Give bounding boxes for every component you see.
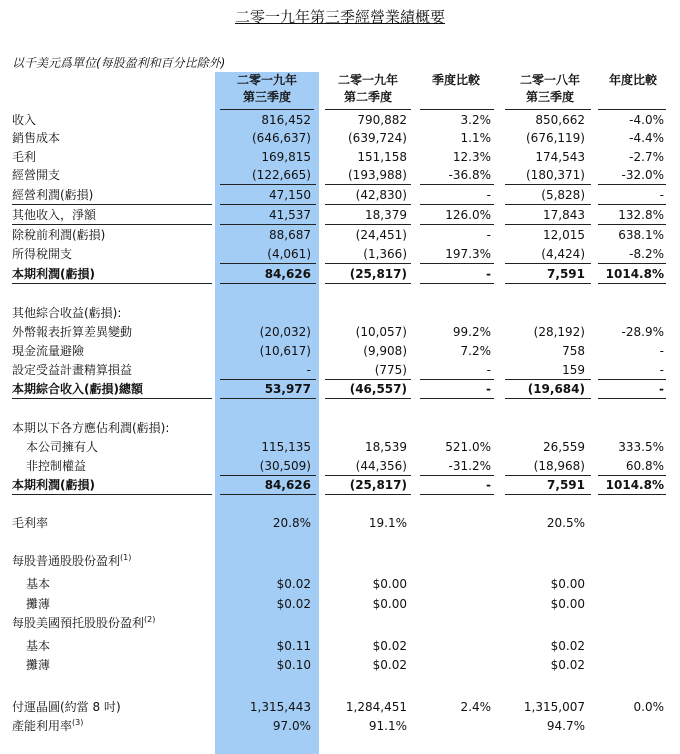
header-qoq: 季度比較 bbox=[431, 73, 480, 87]
row-label: 攤薄 bbox=[26, 597, 51, 611]
row-label: 基本 bbox=[26, 639, 51, 653]
table-cell: $0.11 bbox=[276, 639, 311, 653]
row-rule bbox=[325, 398, 411, 399]
footnote-marker: (2) bbox=[144, 615, 156, 624]
row-rule bbox=[12, 283, 212, 284]
table-cell: 521.0% bbox=[445, 440, 491, 454]
header-2019-q3: 二零一九年 第三季度 bbox=[236, 73, 297, 104]
table-cell: $0.02 bbox=[276, 577, 311, 591]
table-cell: 53,977 bbox=[264, 382, 311, 396]
table-row bbox=[0, 129, 680, 147]
row-label: 本期利潤(虧損) bbox=[12, 267, 95, 281]
row-label: 經營利潤(虧損) bbox=[12, 188, 94, 202]
row-rule bbox=[420, 398, 494, 399]
row-rule bbox=[325, 379, 411, 380]
row-rule bbox=[505, 184, 591, 185]
table-cell: 151,158 bbox=[357, 150, 407, 164]
table-cell: 19.1% bbox=[368, 516, 407, 530]
row-label: 攤薄 bbox=[26, 658, 51, 672]
row-rule bbox=[505, 494, 591, 495]
table-cell: - bbox=[486, 228, 491, 242]
table-row bbox=[0, 637, 680, 655]
row-label: 毛利 bbox=[12, 150, 37, 164]
table-cell: 816,452 bbox=[261, 113, 311, 127]
table-cell: 2.4% bbox=[460, 700, 491, 714]
row-label: 基本 bbox=[26, 577, 51, 591]
row-label: 設定受益計畫精算損益 bbox=[12, 363, 133, 377]
table-cell: - bbox=[486, 363, 491, 377]
row-label: 非控制權益 bbox=[26, 459, 87, 473]
row-label: 毛利率 bbox=[12, 516, 49, 530]
table-cell: - bbox=[659, 344, 664, 358]
table-cell: (10,617) bbox=[259, 344, 311, 358]
row-label: 本期綜合收入(虧損)總額 bbox=[12, 382, 143, 396]
row-rule bbox=[505, 224, 591, 225]
table-cell: 1,284,451 bbox=[345, 700, 407, 714]
row-label: 本公司擁有人 bbox=[26, 440, 99, 454]
table-cell: 169,815 bbox=[261, 150, 311, 164]
table-cell: - bbox=[659, 188, 664, 202]
table-cell: (9,908) bbox=[363, 344, 407, 358]
header-underline bbox=[325, 109, 411, 110]
table-row bbox=[0, 206, 680, 224]
row-rule bbox=[325, 184, 411, 185]
row-rule bbox=[12, 204, 212, 205]
table-cell: 18,379 bbox=[365, 208, 407, 222]
row-label: 付運晶圓(約當 8 吋) bbox=[12, 700, 121, 714]
table-cell: 758 bbox=[562, 344, 585, 358]
table-cell: 18,539 bbox=[365, 440, 407, 454]
table-row bbox=[0, 323, 680, 341]
table-cell: (4,061) bbox=[267, 247, 311, 261]
table-cell: 1014.8% bbox=[605, 267, 664, 281]
row-rule bbox=[505, 398, 591, 399]
row-rule bbox=[598, 204, 666, 205]
row-label: 其他綜合收益(虧損): bbox=[12, 306, 122, 320]
table-cell: 12.3% bbox=[452, 150, 491, 164]
table-row bbox=[0, 361, 680, 379]
table-cell: $0.02 bbox=[372, 639, 407, 653]
table-row bbox=[0, 419, 680, 437]
row-rule bbox=[12, 398, 212, 399]
row-rule bbox=[598, 224, 666, 225]
header-underline bbox=[420, 109, 494, 110]
table-cell: 1014.8% bbox=[605, 478, 664, 492]
table-cell: 638.1% bbox=[618, 228, 664, 242]
row-rule bbox=[505, 263, 591, 264]
table-cell: - bbox=[486, 478, 491, 492]
table-row bbox=[0, 226, 680, 244]
table-cell: 41,537 bbox=[269, 208, 311, 222]
table-cell: $0.00 bbox=[550, 577, 585, 591]
table-row bbox=[0, 457, 680, 475]
table-cell: 0.0% bbox=[633, 700, 664, 714]
table-row bbox=[0, 552, 680, 570]
table-cell: (25,817) bbox=[349, 267, 407, 281]
table-cell: 3.2% bbox=[460, 113, 491, 127]
table-cell: - bbox=[486, 382, 491, 396]
row-rule bbox=[12, 224, 212, 225]
table-cell: -4.4% bbox=[629, 131, 664, 145]
table-cell: 94.7% bbox=[546, 719, 585, 733]
table-row bbox=[0, 166, 680, 184]
table-cell: 7,591 bbox=[547, 478, 585, 492]
table-cell: (646,637) bbox=[252, 131, 311, 145]
row-rule bbox=[505, 379, 591, 380]
table-cell: (122,665) bbox=[252, 168, 311, 182]
table-row bbox=[0, 717, 680, 735]
unit-note: 以千美元爲單位(每股盈利和百分比除外) bbox=[12, 56, 226, 70]
row-label: 每股美國預托股股份盈利$^{(2)}$ bbox=[12, 615, 156, 630]
table-cell: 850,662 bbox=[535, 113, 585, 127]
table-cell: (1,366) bbox=[363, 247, 407, 261]
table-cell: 47,150 bbox=[269, 188, 311, 202]
table-cell: 132.8% bbox=[618, 208, 664, 222]
table-cell: 115,135 bbox=[261, 440, 311, 454]
row-rule bbox=[220, 398, 316, 399]
table-cell: $0.02 bbox=[550, 658, 585, 672]
row-label: 經營開支 bbox=[12, 168, 61, 182]
row-rule bbox=[220, 263, 316, 264]
row-rule bbox=[505, 475, 591, 476]
row-rule bbox=[420, 263, 494, 264]
table-cell: 91.1% bbox=[368, 719, 407, 733]
header-underline bbox=[505, 109, 591, 110]
table-row bbox=[0, 656, 680, 674]
row-rule bbox=[598, 184, 666, 185]
table-cell: 1.1% bbox=[460, 131, 491, 145]
table-cell: (5,828) bbox=[541, 188, 585, 202]
table-cell: 88,687 bbox=[269, 228, 311, 242]
table-cell: (44,356) bbox=[355, 459, 407, 473]
table-cell: 159 bbox=[562, 363, 585, 377]
row-label: 本期利潤(虧損) bbox=[12, 478, 95, 492]
table-row bbox=[0, 245, 680, 263]
row-label: 每股普通股股份盈利$^{(1)}$ bbox=[12, 553, 132, 568]
table-cell: 84,626 bbox=[264, 267, 311, 281]
row-rule bbox=[598, 379, 666, 380]
row-label: 所得稅開支 bbox=[12, 247, 73, 261]
table-cell: - bbox=[486, 188, 491, 202]
table-row bbox=[0, 265, 680, 283]
table-cell: - bbox=[306, 363, 311, 377]
row-label: 收入 bbox=[12, 113, 37, 127]
table-cell: (775) bbox=[374, 363, 407, 377]
row-rule bbox=[220, 475, 316, 476]
table-row bbox=[0, 476, 680, 494]
table-cell: (42,830) bbox=[355, 188, 407, 202]
table-row bbox=[0, 698, 680, 716]
table-row bbox=[0, 514, 680, 532]
table-cell: 7,591 bbox=[547, 267, 585, 281]
report-title: 二零一九年第三季經營業績概要 bbox=[234, 8, 445, 26]
table-row bbox=[0, 148, 680, 166]
table-cell: -32.0% bbox=[621, 168, 664, 182]
row-rule bbox=[220, 204, 316, 205]
table-cell: 790,882 bbox=[357, 113, 407, 127]
row-label: 除稅前利潤(虧損) bbox=[12, 228, 106, 242]
table-cell: - bbox=[659, 363, 664, 377]
row-label: 外幣報表折算差異變動 bbox=[12, 325, 133, 339]
table-row bbox=[0, 342, 680, 360]
row-rule bbox=[12, 494, 212, 495]
table-cell: $0.00 bbox=[372, 577, 407, 591]
row-label: 產能利用率$^{(3)}$ bbox=[12, 718, 84, 733]
header-underline bbox=[220, 109, 314, 110]
table-cell: 1,315,007 bbox=[523, 700, 585, 714]
row-rule bbox=[220, 379, 316, 380]
table-cell: (46,557) bbox=[349, 382, 407, 396]
table-cell: $0.00 bbox=[372, 597, 407, 611]
row-rule bbox=[598, 263, 666, 264]
table-cell: (639,724) bbox=[348, 131, 407, 145]
table-cell: 26,559 bbox=[543, 440, 585, 454]
table-row bbox=[0, 575, 680, 593]
table-cell: 197.3% bbox=[445, 247, 491, 261]
row-rule bbox=[598, 494, 666, 495]
row-rule bbox=[420, 224, 494, 225]
table-cell: (676,119) bbox=[526, 131, 585, 145]
row-rule bbox=[325, 263, 411, 264]
row-rule bbox=[505, 283, 591, 284]
table-cell: -8.2% bbox=[629, 247, 664, 261]
row-rule bbox=[220, 224, 316, 225]
footnote-marker: (1) bbox=[120, 553, 132, 562]
table-cell: -4.0% bbox=[629, 113, 664, 127]
row-rule bbox=[420, 283, 494, 284]
row-rule bbox=[420, 494, 494, 495]
row-rule bbox=[420, 184, 494, 185]
row-rule bbox=[420, 379, 494, 380]
table-row bbox=[0, 438, 680, 456]
row-rule bbox=[325, 494, 411, 495]
table-cell: (20,032) bbox=[259, 325, 311, 339]
table-cell: 84,626 bbox=[264, 478, 311, 492]
table-row bbox=[0, 595, 680, 613]
table-cell: $0.10 bbox=[276, 658, 311, 672]
table-cell: 333.5% bbox=[618, 440, 664, 454]
table-cell: (25,817) bbox=[349, 478, 407, 492]
row-rule bbox=[420, 475, 494, 476]
table-cell: (30,509) bbox=[259, 459, 311, 473]
row-label: 現金流量避險 bbox=[12, 344, 85, 358]
table-cell: (19,684) bbox=[527, 382, 585, 396]
row-rule bbox=[325, 224, 411, 225]
row-rule bbox=[598, 475, 666, 476]
table-cell: -2.7% bbox=[629, 150, 664, 164]
table-cell: 20.8% bbox=[272, 516, 311, 530]
header-2018-q3: 二零一八年 第三季度 bbox=[519, 73, 580, 104]
table-row bbox=[0, 614, 680, 632]
table-cell: (18,968) bbox=[533, 459, 585, 473]
row-rule bbox=[598, 398, 666, 399]
table-cell: 1,315,443 bbox=[249, 700, 311, 714]
table-cell: -36.8% bbox=[448, 168, 491, 182]
row-rule bbox=[325, 204, 411, 205]
table-cell: (10,057) bbox=[355, 325, 407, 339]
table-cell: (4,424) bbox=[541, 247, 585, 261]
table-cell: 20.5% bbox=[546, 516, 585, 530]
table-row bbox=[0, 304, 680, 322]
row-rule bbox=[325, 283, 411, 284]
table-cell: 174,543 bbox=[535, 150, 585, 164]
table-cell: 97.0% bbox=[272, 719, 311, 733]
table-cell: (180,371) bbox=[526, 168, 585, 182]
table-cell: (28,192) bbox=[533, 325, 585, 339]
row-rule bbox=[220, 184, 316, 185]
footnote-marker: (3) bbox=[72, 718, 84, 727]
row-rule bbox=[220, 283, 316, 284]
row-rule bbox=[598, 283, 666, 284]
table-cell: $0.02 bbox=[550, 639, 585, 653]
header-yoy: 年度比較 bbox=[608, 73, 657, 87]
table-cell: 12,015 bbox=[543, 228, 585, 242]
table-cell: -31.2% bbox=[448, 459, 491, 473]
table-cell: 17,843 bbox=[543, 208, 585, 222]
table-cell: (193,988) bbox=[348, 168, 407, 182]
table-row bbox=[0, 380, 680, 398]
row-rule bbox=[505, 204, 591, 205]
table-cell: $0.02 bbox=[372, 658, 407, 672]
table-row bbox=[0, 186, 680, 204]
table-cell: - bbox=[659, 382, 664, 396]
table-row bbox=[0, 111, 680, 129]
table-cell: -28.9% bbox=[621, 325, 664, 339]
header-2019-q2: 二零一九年 第二季度 bbox=[337, 73, 398, 104]
row-label: 本期以下各方應佔利潤(虧損): bbox=[12, 421, 170, 435]
header-underline bbox=[598, 109, 666, 110]
row-rule bbox=[220, 494, 316, 495]
table-cell: $0.02 bbox=[276, 597, 311, 611]
row-label: 銷售成本 bbox=[12, 131, 61, 145]
table-cell: (24,451) bbox=[355, 228, 407, 242]
table-cell: $0.00 bbox=[550, 597, 585, 611]
table-cell: - bbox=[486, 267, 491, 281]
table-cell: 126.0% bbox=[445, 208, 491, 222]
row-rule bbox=[325, 475, 411, 476]
table-cell: 99.2% bbox=[452, 325, 491, 339]
table-cell: 60.8% bbox=[625, 459, 664, 473]
row-rule bbox=[420, 204, 494, 205]
row-label: 其他收入，淨額 bbox=[12, 208, 97, 222]
table-cell: 7.2% bbox=[460, 344, 491, 358]
